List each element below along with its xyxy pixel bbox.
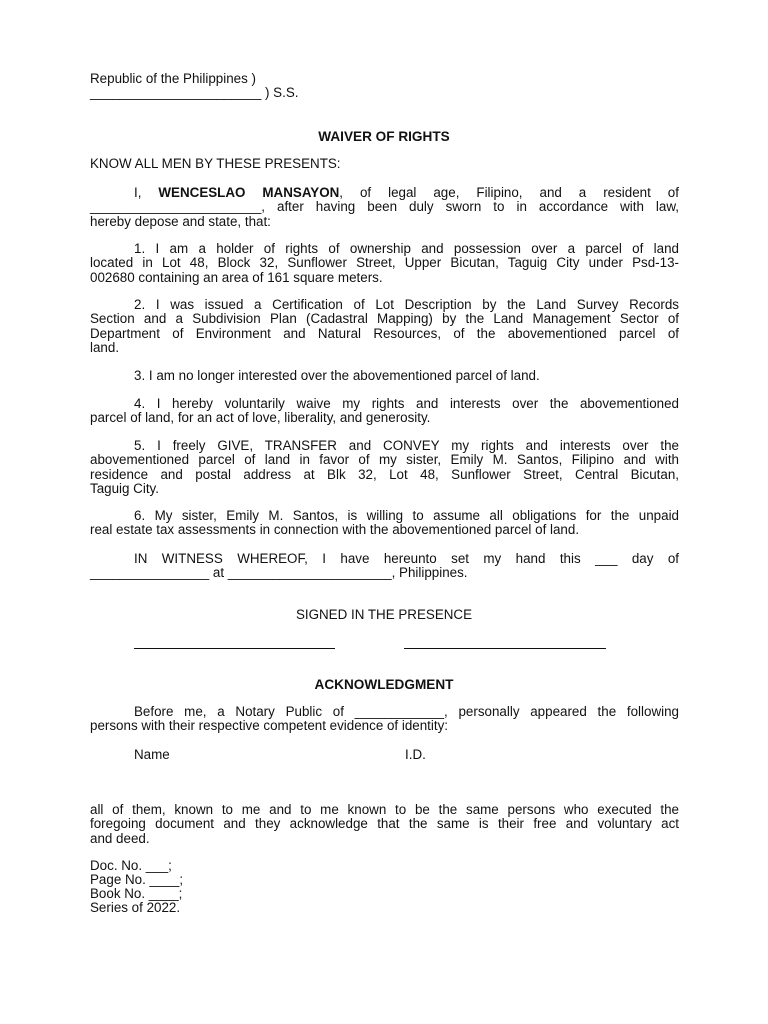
know-all-men: KNOW ALL MEN BY THESE PRESENTS:: [90, 156, 341, 171]
paragraph-line: 2. I was issued a Certification of Lot Description by the Land Survey Records: [134, 297, 679, 312]
paragraph-line: 3. I am no longer interested over the abovementioned parcel of land.: [134, 368, 540, 383]
paragraph-1: [90, 242, 679, 285]
closing-line: and deed.: [90, 830, 150, 846]
document-title: WAIVER OF RIGHTS: [318, 129, 450, 144]
paragraph-line: residence and postal address at Blk 32, Lot 48, Sunflower Street, Central Bicutan,: [90, 466, 679, 482]
paragraph-3: [90, 369, 679, 383]
acknowledgment-line-2: persons with their respective competent evidence of identity:: [90, 718, 449, 734]
witness-line-2: ________________ at ______________________, Philippines.: [90, 565, 468, 581]
paragraph-line: 5. I freely GIVE, TRANSFER and CONVEY my rights and interests over the: [134, 438, 679, 453]
page-no: Page No. ____;: [90, 872, 184, 887]
paragraph-line: 6. My sister, Emily M. Santos, is willing to assume all obligations for the unpaid: [134, 508, 679, 523]
column-id-label: I.D.: [405, 747, 426, 762]
paragraph-line: abovementioned parcel of land in favor of my sister, Emily M. Santos, Filipino and with: [90, 452, 679, 468]
book-no: Book No. ____;: [90, 886, 183, 901]
acknowledgment-line-1: Before me, a Notary Public of ____________, personally appeared the following: [134, 704, 679, 719]
intro-paragraph: [90, 186, 679, 229]
paragraph-2: [90, 298, 679, 356]
intro-line-2: _______________________, after having been duly sworn to in accordance with law,: [90, 199, 679, 215]
witness-line-1: IN WITNESS WHEREOF, I have hereunto set my hand this ___ day of: [134, 551, 679, 566]
paragraph-line: parcel of land, for an act of love, liberality, and generosity.: [90, 410, 431, 426]
witness-signature-line-left: [134, 648, 335, 649]
paragraph-line: 1. I am a holder of rights of ownership and possession over a parcel of land: [134, 241, 679, 256]
notarial-register: [90, 859, 183, 915]
column-name-label: Name: [134, 747, 170, 762]
venue-line-2: _______________________ ) S.S.: [90, 85, 299, 101]
intro-line-1: [90, 186, 679, 200]
intro-line-1-rest: , of legal age, Filipino, and a resident of: [339, 185, 679, 200]
closing-line: foregoing document and they acknowledge that the same is their free and voluntary act: [90, 816, 679, 832]
signed-in-presence: SIGNED IN THE PRESENCE: [295, 607, 473, 622]
venue-header: [90, 72, 679, 101]
paragraph-line: located in Lot 48, Block 32, Sunflower Street, Upper Bicutan, Taguig City under Psd-13-: [90, 255, 679, 271]
series: Series of 2022.: [90, 900, 181, 915]
witness-clause: [90, 552, 679, 581]
intro-prefix: I,: [134, 185, 159, 200]
paragraph-line: land.: [90, 340, 120, 356]
paragraph-line: Section and a Subdivision Plan (Cadastral Mapping) by the Land Management Sector of: [90, 311, 679, 327]
closing-line: all of them, known to me and to me known to be the same persons who executed the: [90, 802, 679, 817]
acknowledgment-closing: [90, 803, 679, 846]
paragraph-line: real estate tax assessments in connection with the abovementioned parcel of land.: [90, 522, 580, 538]
paragraph-6: [90, 509, 679, 538]
paragraph-line: Department of Environment and Natural Resources, of the abovementioned parcel of: [90, 325, 679, 341]
venue-line-1: Republic of the Philippines ): [90, 71, 256, 86]
paragraph-4: [90, 397, 679, 426]
intro-line-3: hereby depose and state, that:: [90, 213, 271, 229]
affiant-name: WENCESLAO MANSAYON: [158, 185, 340, 200]
paragraph-line: 4. I hereby voluntarily waive my rights and interests over the abovementioned: [134, 396, 679, 411]
acknowledgment-title: ACKNOWLEDGMENT: [314, 677, 454, 692]
paragraph-line: 002680 containing an area of 161 square meters.: [90, 269, 383, 285]
acknowledgment-intro: [90, 705, 679, 734]
doc-no: Doc. No. ___;: [90, 858, 172, 873]
witness-signature-line-right: [404, 648, 606, 649]
paragraph-line: Taguig City.: [90, 481, 159, 497]
paragraph-5: [90, 439, 679, 497]
